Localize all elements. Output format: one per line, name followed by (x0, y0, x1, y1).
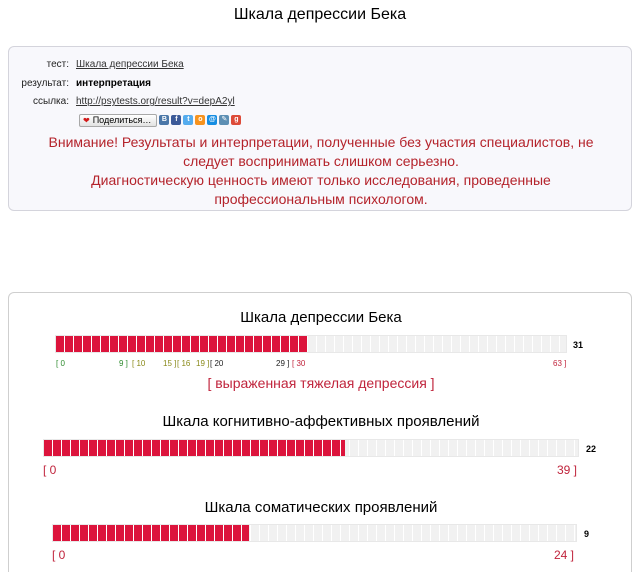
result-url-link[interactable]: http://psytests.org/result?v=depA2yl (76, 96, 235, 107)
info-panel (8, 46, 632, 211)
tick-label: [ 20 (210, 359, 224, 368)
range-max-label: 39 ] (557, 463, 578, 477)
scale-score-cognitive: 22 (586, 444, 597, 454)
scale-score-beck: 31 (573, 340, 584, 350)
scale-bar-fill (56, 336, 307, 352)
tick-label: 15 ] (163, 359, 177, 368)
share-button[interactable] (79, 114, 157, 127)
share-button-label: Поделиться… (92, 114, 152, 125)
scale-title-somatic: Шкала соматических проявлений (204, 499, 438, 516)
tick-label: [ 0 (56, 359, 65, 368)
scale-bar-cognitive (43, 439, 579, 457)
warning-line: профессиональным психологом. (214, 191, 428, 207)
interpretation-beck: [ выраженная тяжелая депрессия ] (207, 375, 435, 391)
test-link[interactable]: Шкала депрессии Бека (76, 59, 184, 70)
range-min-label: [ 0 (43, 463, 57, 477)
google-icon[interactable]: g (231, 115, 241, 125)
scale-bar-fill (53, 525, 249, 541)
result-label: результат: (21, 78, 69, 89)
scale-score-somatic: 9 (584, 529, 590, 539)
warning-message (17, 133, 625, 209)
facebook-icon[interactable]: f (171, 115, 181, 125)
warning-line: Диагностическую ценность имеют только исследования, проведенные (91, 172, 551, 188)
tick-label: [ 16 (177, 359, 191, 368)
vk-icon[interactable]: В (159, 115, 169, 125)
tick-label: 29 ] (276, 359, 290, 368)
odnoklassniki-icon[interactable]: о (195, 115, 205, 125)
range-max-label: 24 ] (554, 548, 575, 562)
twitter-icon[interactable]: t (183, 115, 193, 125)
tick-label: [ 30 (292, 359, 306, 368)
test-label: тест: (46, 59, 69, 70)
mailru-icon[interactable]: @ (208, 116, 216, 123)
warning-line: следует воспринимать слишком серьезно. (183, 153, 459, 169)
warning-line: Внимание! Результаты и интерпретации, полученные без участия специалистов, не (48, 134, 594, 150)
tick-label: [ 10 (132, 359, 146, 368)
scale-title-cognitive: Шкала когнитивно-аффективных проявлений (162, 413, 480, 430)
livejournal-icon[interactable]: ✎ (219, 115, 229, 125)
range-min-label: [ 0 (52, 548, 66, 562)
tick-label: 9 ] (119, 359, 128, 368)
tick-label: 19 ] (196, 359, 210, 368)
share-bar (79, 113, 241, 127)
scale-title-beck: Шкала депрессии Бека (240, 309, 402, 326)
tick-label: 63 ] (553, 359, 567, 368)
page-title: Шкала депрессии Бека (233, 6, 407, 23)
heart-icon: ❤ (83, 115, 90, 125)
results-panel (8, 292, 632, 572)
link-label: ссылка: (33, 96, 69, 107)
result-value: интерпретация (76, 78, 151, 89)
scale-bar-fill (44, 440, 345, 456)
scale-bar-somatic (52, 524, 577, 542)
scale-bar-beck (55, 335, 567, 353)
